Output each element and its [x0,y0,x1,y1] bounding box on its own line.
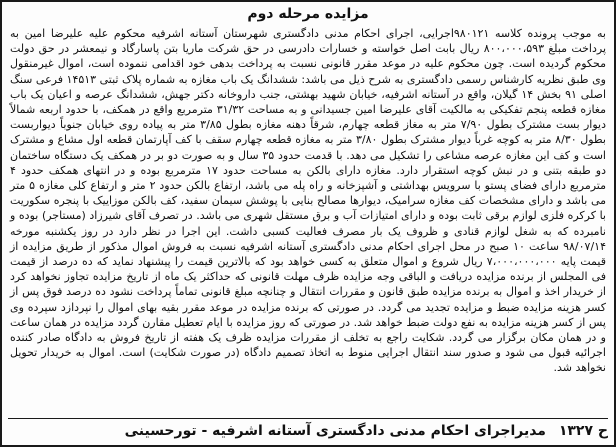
notice-signature: مدیراجرای احکام مدنی دادگستری آستانه اشرفیه - تورحسینی [124,423,546,439]
notice-body: به موجب پرونده کلاسه ۹۸۰۱۲۱اجرایی، اجرای احکام مدنی دادگستری شهرستان آستانه اشرفیه محکوم علیه علیرضا امین به پرداخت مبلغ ۸۰۰،۰۰۰،۵۹۳ ریال بابت اصل خواسته و خسارات دادرسی در حق شرکت ماریا بتن پاسارگاد و نیمعشر در حق دولت محکوم گردیده است. چون محکوم علیه در موعد مقرر قانونی نسبت به پرداخت بدهی خود اقدامی ننموده است، اموال غیرمنقول وی طبق نظریه کارشناس رسمی دادگستری به شرح ذیل می باشد: ششدانگ یک باب مغازه به شماره پلاک ثبتی ۱۴۵۱۳ فرعی سنگ اصلی ۹۱ بخش ۱۴ گیلان، واقع در آستانه اشرفیه، خیابان شهید بهشتی، جنب داروخانه دکتر جهش، ششدانگ عرصه و اعیان یک باب مغازه قطعه پنجم تفکیکی به مالکیت آقای علیرضا امین جسیدانی و به مساحت ۳۱/۳۲ مترمربع واقع در همکف، با حدود اربعه شمالاً دیوار بست مشترک بطول ۷/۹۰ متر به مغاز قطعه چهارم، شرقاً دهنه مغازه بطول ۳/۸۵ متر به پیاده روی خیابان جنوباً دیواربست بطول ۸/۳۰ متر به کوچه غرباً دیوار مشترک بطول ۳/۸۰ متر به مغازه قطعه چهارم سقف با کف آپارتمان قطعه اول مشاع و مشترک است و کف این مغازه عرصه مشاعی را تشکیل می دهد. با قدمت حدود ۳۵ سال و به صورت دو بر در همکف یک دستگاه ساختمان دو طبقه بتنی و در نبش کوچه استقرار دارد. مغازه دارای بالکن به مساحت حدود ۱۷ مترمربع بوده و در انتهای همکف حدود ۴ مترمربع دارای فضای پستو با سرویس بهداشتی و آشپزخانه و راه پله می باشد، ارتفاع بالکن حدود ۲ متر و ارتفاع کلی مغازه ۵ متر می باشد و دارای مشخصات کف مغازه سرامیک، دیوارها مصالح بنایی با پوشش سیمان سفید، کف بالکن موزاییک با پنجره سکوریت با کرکره فلزی لوازم برقی ثابت بوده و دارای امتیازات آب و برق مستقل شهری می باشد. در تصرف آقای شیرزاد (مستاجر) بوده و نامبرده که به شغل لوازم قنادی و ظروف یک بار مصرف فعالیت کسبی داشت. این اجرا در نظر دارد در روز یکشنبه مورخه ۹۸/۰۷/۱۴ ساعت ۱۰ صبح در محل اجرای احکام مدنی دادگستری آستانه اشرفیه نسبت به فروش اموال مذکور از طریق مزایده از قیمت پایه ۷،۰۰۰،۰۰۰،۰۰۰ ریال شروع و اموال متعلق به کسی خواهد بود که بالاترین قیمت را پیشنهاد نماید که ده درصد از قیمت فی المجلس از برنده مزایده دریافت و الباقی وجه مزایده ظرف مهلت قانونی که حداکثر یک ماه از تاریخ مزایده تجاوز نخواهد کرد از خریدار اخذ و اموال به برنده مزایده طبق قانون و مقررات انتقال و چنانچه مبلغ قانونی تماماً پرداخت نشود ده درصد فوق پس از کسر هزینه مزایده ضبط و مزایده تجدید می گردد. در صورتی که برنده مزایده در موعد مقرر بقیه بهای اموال را نپردازد سپرده وی پس از کسر هزینه مزایده به نفع دولت ضبط خواهد شد. در صورتی که روز مزایده با ایام تعطیل مقارن گردد مزایده در همان ساعت و در همان مکان برگزار می گردد. شکایت راجع به تخلف از مقررات مزایده ظرف یک هفته از تاریخ فروش به دادگاه صادر کننده اجرائیه قبول می شود و صدور سند انتقال اجرایی منوط به اتخاذ تصمیم دادگاه (در صورت شکایت) است. اموال به خریدار تحویل نخواهد شد. [10,27,607,375]
notice-title: مزایده مرحله دوم [247,6,369,22]
notice-footer [8,418,608,439]
notice-code: ح ۱۳۲۷ [558,423,608,439]
